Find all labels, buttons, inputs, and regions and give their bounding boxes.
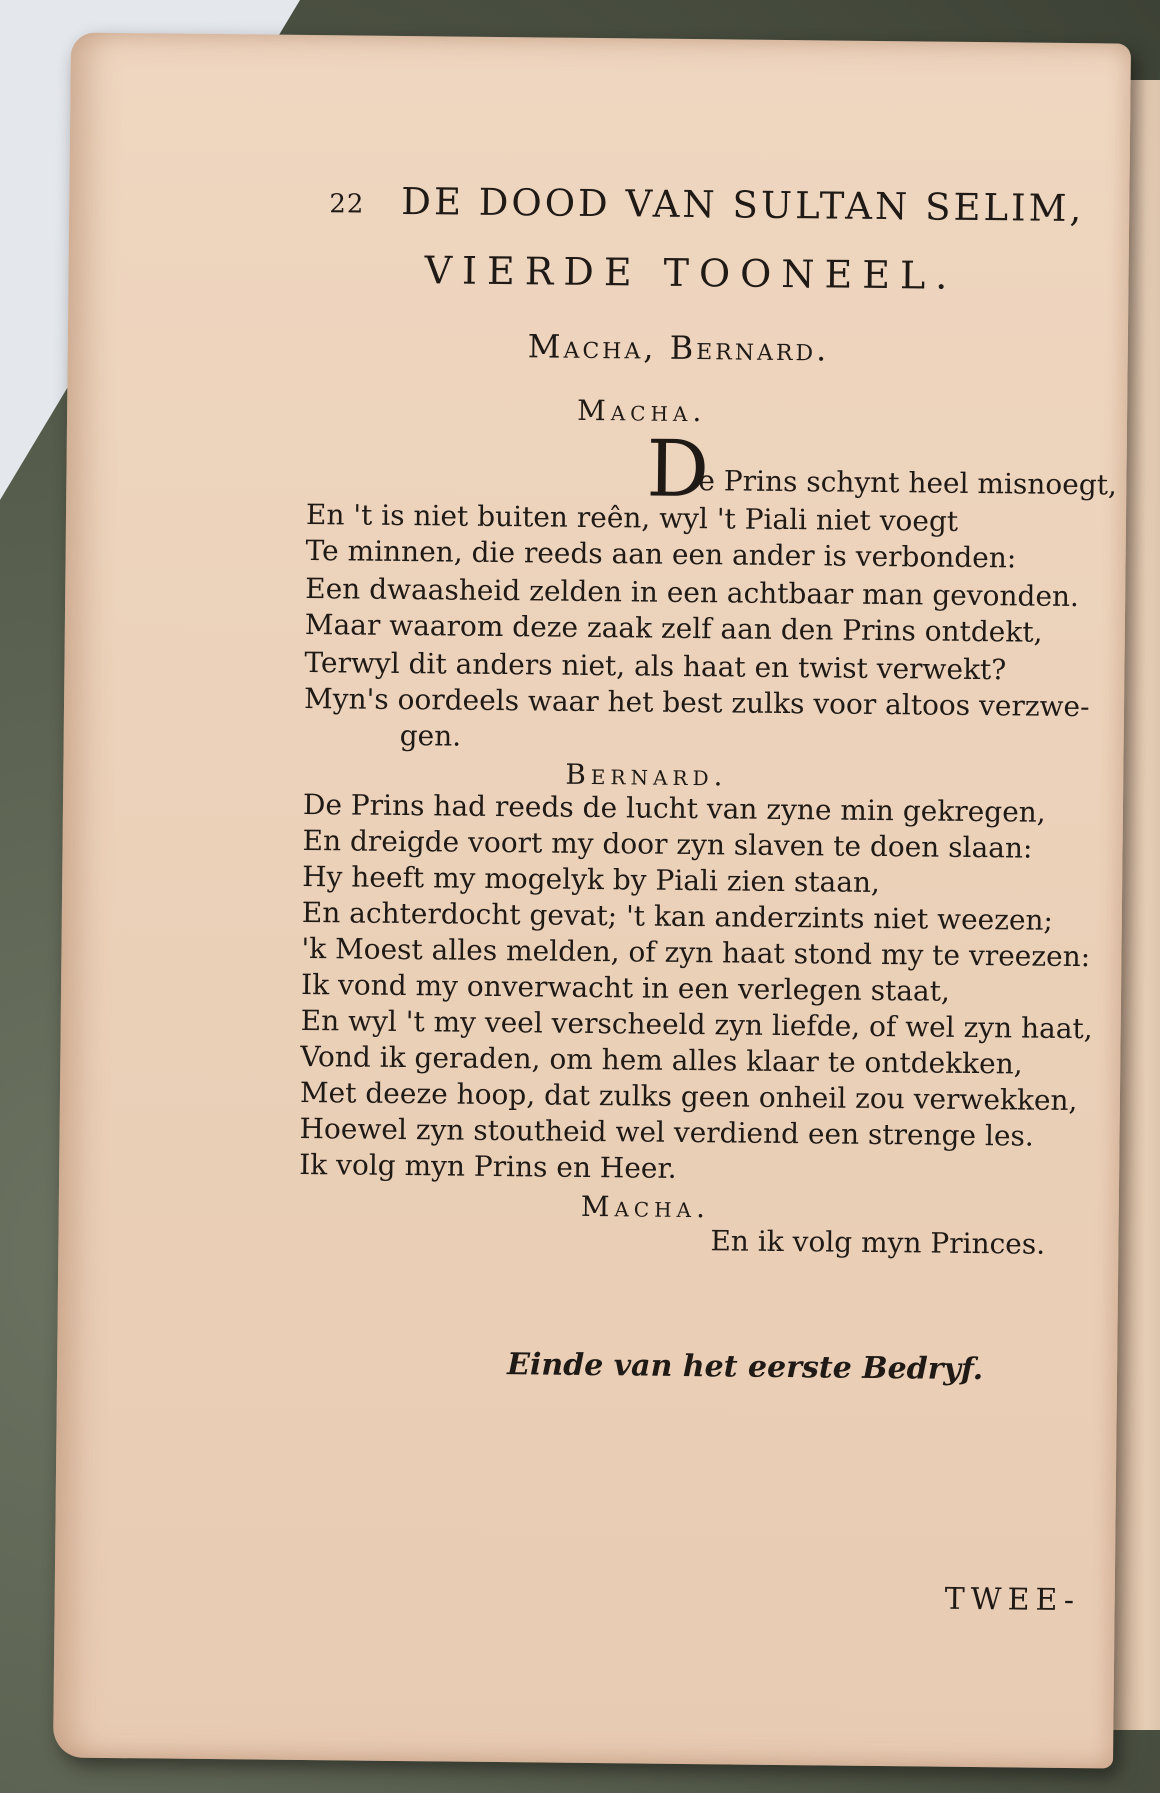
- verse-line: e Prins schynt heel misnoegt,: [698, 464, 1118, 502]
- catchword: TWEE-: [944, 1581, 1081, 1619]
- verse-line: 'k Moest alles melden, of zyn haat stond my te vreezen:: [301, 931, 1091, 974]
- speaker-name: Macha.: [576, 393, 707, 429]
- verse-line: De Prins had reeds de lucht van zyne min gekregen,: [302, 787, 1046, 829]
- verse-line: Hy heeft my mogelyk by Piali zien staan,: [302, 859, 881, 900]
- page-number: 22: [329, 189, 365, 220]
- verse-line: En ik volg myn Princes.: [710, 1224, 1046, 1261]
- verse-line: Ik volg myn Prins en Heer.: [299, 1147, 677, 1185]
- running-title: DE DOOD VAN SULTAN SELIM,: [401, 179, 1085, 231]
- verse-line: gen.: [399, 718, 462, 753]
- verse-line: En dreigde voort my door zyn slaven te doen slaan:: [302, 823, 1033, 865]
- verse-line: Maar waarom deze zaak zelf aan den Prins ontdekt,: [304, 607, 1043, 649]
- scene-characters: Macha, Bernard.: [527, 327, 830, 369]
- verse-line: Te minnen, die reeds aan een ander is verbonden:: [305, 533, 1017, 575]
- verse-line: En wyl 't my veel verscheeld zyn liefde, of wel zyn haat,: [300, 1003, 1093, 1046]
- verse-line: En achterdocht gevat; 't kan anderzints niet weezen;: [301, 895, 1054, 937]
- book-page: [53, 32, 1131, 1768]
- verse-line: Terwyl dit anders niet, als haat en twist verwekt?: [304, 645, 1007, 687]
- speaker-name: Bernard.: [565, 757, 728, 793]
- verse-line: Vond ik geraden, om hem alles klaar te ontdekken,: [300, 1039, 1023, 1081]
- scene-heading: VIERDE TOONEEL.: [424, 248, 958, 298]
- drop-cap: D: [646, 424, 710, 516]
- page-text: [299, 165, 1150, 1619]
- act-end-note: Einde van het eerste Bedryf.: [506, 1347, 984, 1388]
- verse-line: Een dwaasheid zelden in een achtbaar man gevonden.: [305, 571, 1080, 614]
- verse-line: Myn's oordeels waar het best zulks voor altoos verzwe-: [303, 681, 1090, 724]
- verse-line: Met deeze hoop, dat zulks geen onheil zou verwekken,: [299, 1075, 1078, 1118]
- speaker-name: Macha.: [580, 1189, 711, 1225]
- verse-line: Ik vond my onverwacht in een verlegen staat,: [300, 967, 951, 1008]
- verse-line: En 't is niet buiten reên, wyl 't Piali niet voegt: [305, 497, 959, 538]
- verse-line: Hoewel zyn stoutheid wel verdiend een strenge les.: [299, 1111, 1034, 1153]
- page-header: [310, 179, 1085, 231]
